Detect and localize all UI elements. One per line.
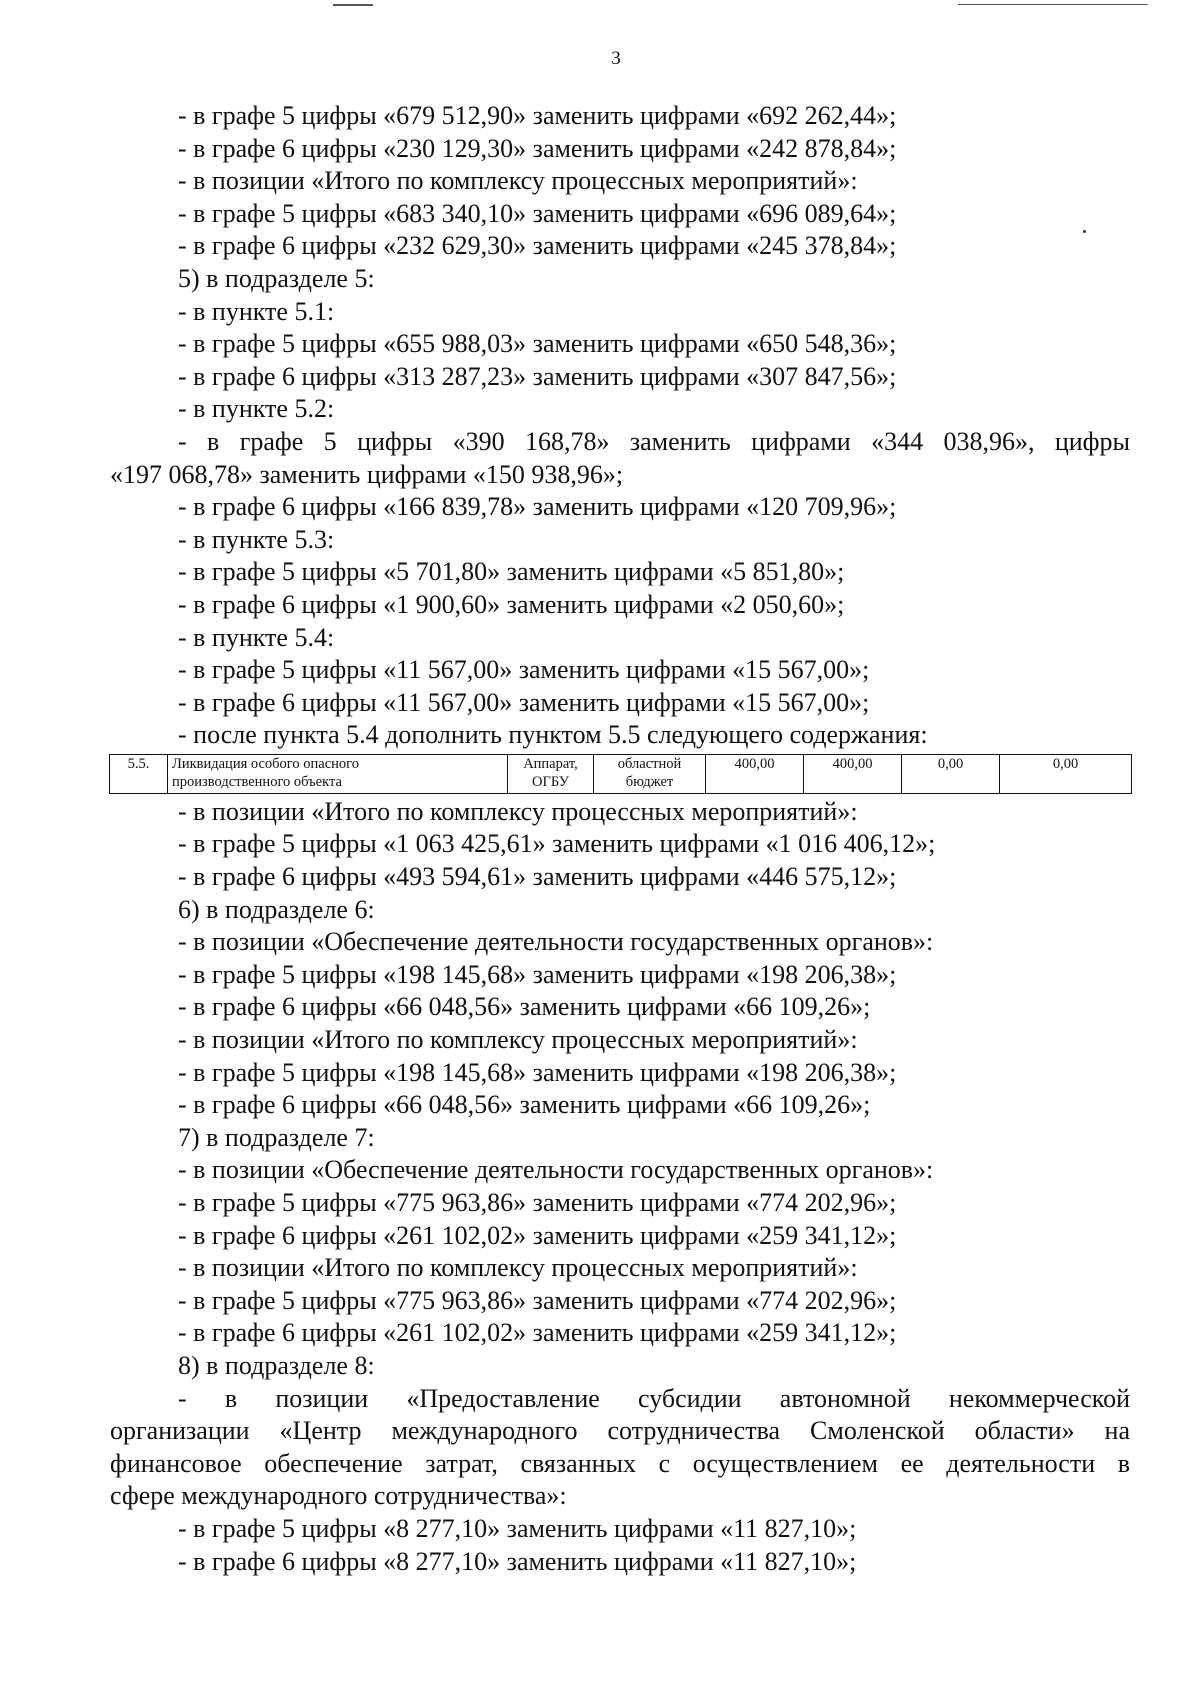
cell-executor-line: ОГБУ (532, 773, 569, 790)
text-line: - в пункте 5.2: (178, 394, 335, 424)
scan-top-mark (333, 4, 373, 6)
cell-source (594, 754, 706, 793)
text-line: сфере международного сотрудничества»: (110, 1481, 567, 1511)
text-line: - в графе 5 цифры «198 145,68» заменить цифрами «198 206,38»; (178, 1057, 897, 1087)
text-line: - в позиции «Итого по комплексу процессных мероприятий»: (178, 1253, 858, 1283)
text-line: - в позиции «Итого по комплексу процессных мероприятий»: (178, 796, 858, 826)
text-line: - в графе 6 цифры «493 594,61» заменить цифрами «446 575,12»; (178, 862, 897, 892)
subsection-heading: 7) в подразделе 7: (178, 1122, 375, 1152)
cell-source-line: бюджет (625, 773, 674, 790)
cell-source-line: областной (617, 755, 682, 772)
text-line: - в графе 5 цифры «775 963,86» заменить цифрами «774 202,96»; (178, 1285, 897, 1315)
page-number: 3 (611, 48, 621, 69)
amendment-table (109, 754, 1132, 794)
document-body (110, 100, 1130, 1578)
text-line: «197 068,78» заменить цифрами «150 938,96»; (110, 459, 624, 489)
cell-value: 0,00 (1000, 754, 1132, 793)
text-line: - в пункте 5.4: (178, 622, 335, 652)
cell-name-line: производственного объекта (172, 773, 342, 790)
text-line: - в графе 5 цифры «1 063 425,61» заменить цифрами «1 016 406,12»; (178, 829, 936, 859)
text-line: - в позиции «Итого по комплексу процессных мероприятий»: (178, 166, 858, 196)
text-line: - в графе 5 цифры «198 145,68» заменить цифрами «198 206,38»; (178, 959, 897, 989)
cell-executor-line: Аппарат, (523, 755, 578, 772)
text-line: - в графе 6 цифры «166 839,78» заменить цифрами «120 709,96»; (178, 492, 897, 522)
text-line: - в графе 5 цифры «390 168,78» заменить цифрами «344 038,96», цифры (178, 426, 1130, 456)
text-line: - в графе 6 цифры «1 900,60» заменить цифрами «2 050,60»; (178, 589, 845, 619)
subsection-heading: 6) в подразделе 6: (178, 894, 375, 924)
text-line: - в графе 5 цифры «5 701,80» заменить цифрами «5 851,80»; (178, 557, 845, 587)
cell-value: 0,00 (902, 754, 1000, 793)
cell-number: 5.5. (110, 754, 168, 793)
text-line: - в графе 6 цифры «66 048,56» заменить цифрами «66 109,26»; (178, 992, 871, 1022)
cell-value: 400,00 (804, 754, 902, 793)
text-line: - в позиции «Предоставление субсидии автономной некоммерческой (178, 1383, 1130, 1413)
text-line: - в графе 6 цифры «261 102,02» заменить цифрами «259 341,12»; (178, 1318, 897, 1348)
cell-name (168, 754, 508, 793)
text-line: - в позиции «Обеспечение деятельности государственных органов»: (178, 1155, 934, 1185)
text-line: - в графе 5 цифры «683 340,10» заменить цифрами «696 089,64»; (178, 198, 897, 228)
table-row (110, 754, 1132, 793)
scan-top-mark (958, 4, 1148, 5)
text-line: финансовое обеспечение затрат, связанных с осуществлением ее деятельности в (110, 1448, 1130, 1478)
cell-name-line: Ликвидация особого опасного (172, 755, 359, 772)
text-line: - в графе 6 цифры «261 102,02» заменить цифрами «259 341,12»; (178, 1220, 897, 1250)
cell-executor (508, 754, 594, 793)
text-line: - в графе 5 цифры «679 512,90» заменить цифрами «692 262,44»; (178, 101, 897, 130)
text-line: - в графе 5 цифры «655 988,03» заменить цифрами «650 548,36»; (178, 329, 897, 359)
text-line: - в графе 6 цифры «232 629,30» заменить цифрами «245 378,84»; (178, 231, 897, 261)
text-line: - в графе 6 цифры «230 129,30» заменить цифрами «242 878,84»; (178, 133, 897, 163)
text-line: организации «Центр международного сотрудничества Смоленской области» на (110, 1416, 1130, 1446)
text-line: - после пункта 5.4 дополнить пунктом 5.5 следующего содержания: (178, 720, 928, 750)
subsection-heading: 5) в подразделе 5: (178, 263, 375, 293)
text-line: - в графе 6 цифры «8 277,10» заменить цифрами «11 827,10»; (178, 1546, 857, 1576)
text-line: - в пункте 5.1: (178, 296, 335, 326)
subsection-heading: 8) в подразделе 8: (178, 1350, 375, 1380)
text-line: - в графе 6 цифры «11 567,00» заменить цифрами «15 567,00»; (178, 687, 870, 717)
text-line: - в графе 5 цифры «8 277,10» заменить цифрами «11 827,10»; (178, 1513, 857, 1543)
text-line: - в графе 5 цифры «775 963,86» заменить цифрами «774 202,96»; (178, 1188, 897, 1217)
text-line: - в графе 5 цифры «11 567,00» заменить цифрами «15 567,00»; (178, 655, 870, 685)
text-line: - в пункте 5.3: (178, 524, 335, 554)
text-line: - в позиции «Итого по комплексу процессных мероприятий»: (178, 1025, 858, 1055)
cell-value: 400,00 (706, 754, 804, 793)
text-line: - в позиции «Обеспечение деятельности государственных органов»: (178, 927, 934, 957)
text-line: - в графе 6 цифры «66 048,56» заменить цифрами «66 109,26»; (178, 1090, 871, 1120)
text-line: - в графе 6 цифры «313 287,23» заменить цифрами «307 847,56»; (178, 361, 897, 391)
